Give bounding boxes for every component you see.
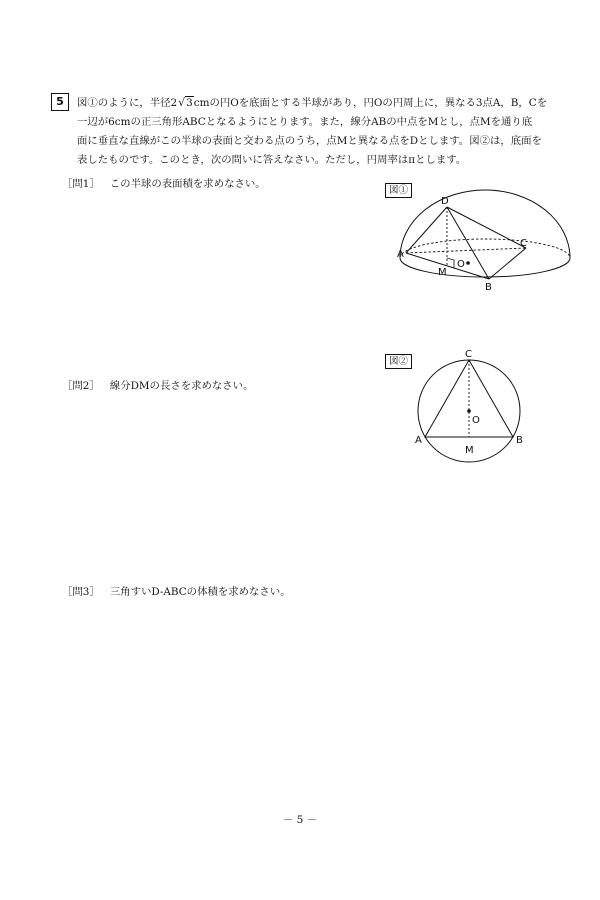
point-label-A: A	[415, 435, 422, 446]
figure-1-label: 図①	[385, 183, 412, 198]
subquestion-2-text: 線分DMの長さを求めなさい。	[109, 380, 254, 392]
intro-line-1-b: cmの円Oを底面とする半球があり，円Oの円周上に，異なる3点A，B，Cを	[193, 97, 548, 109]
page-number: － 5 －	[282, 814, 318, 826]
figure-2-label: 図②	[385, 354, 412, 369]
point-label-C: C	[520, 238, 527, 249]
radicand: 3	[186, 97, 193, 109]
subquestion-1-tag: ［問1］	[62, 178, 100, 190]
center-O-dot	[467, 409, 471, 413]
subquestion-1-text: この半球の表面積を求めなさい。	[109, 178, 266, 190]
subquestion-3-text: 三角すいD-ABCの体積を求めなさい。	[109, 586, 291, 598]
radical-sign: √	[178, 96, 186, 109]
point-label-O: O	[472, 415, 480, 426]
point-label-C: C	[465, 349, 472, 360]
intro-line-3: 面に垂直な直線がこの半球の表面と交わる点のうち，点Mと異なる点をDとします。図②は，底面を	[77, 135, 542, 147]
intro-line-4: 表したものです。このとき，次の問いに答えなさい。ただし，円周率はπとします。	[77, 154, 467, 166]
point-label-B: B	[516, 435, 523, 446]
subquestion-3-tag: ［問3］	[62, 586, 100, 598]
point-label-O: O	[457, 259, 465, 270]
intro-line-1-a: 図①のように，半径2	[77, 97, 178, 109]
subquestion-2-tag: ［問2］	[62, 380, 100, 392]
point-label-M: M	[438, 267, 447, 278]
question-number: 5	[51, 93, 69, 111]
intro-line-2: 一辺が6cmの正三角形ABCとなるようにとります。また，線分ABの中点をMとし，点Mを通り底	[77, 116, 533, 128]
point-label-M: M	[465, 445, 474, 456]
point-label-D: D	[441, 196, 449, 207]
point-label-A: A	[397, 249, 404, 260]
point-label-B: B	[485, 282, 492, 293]
